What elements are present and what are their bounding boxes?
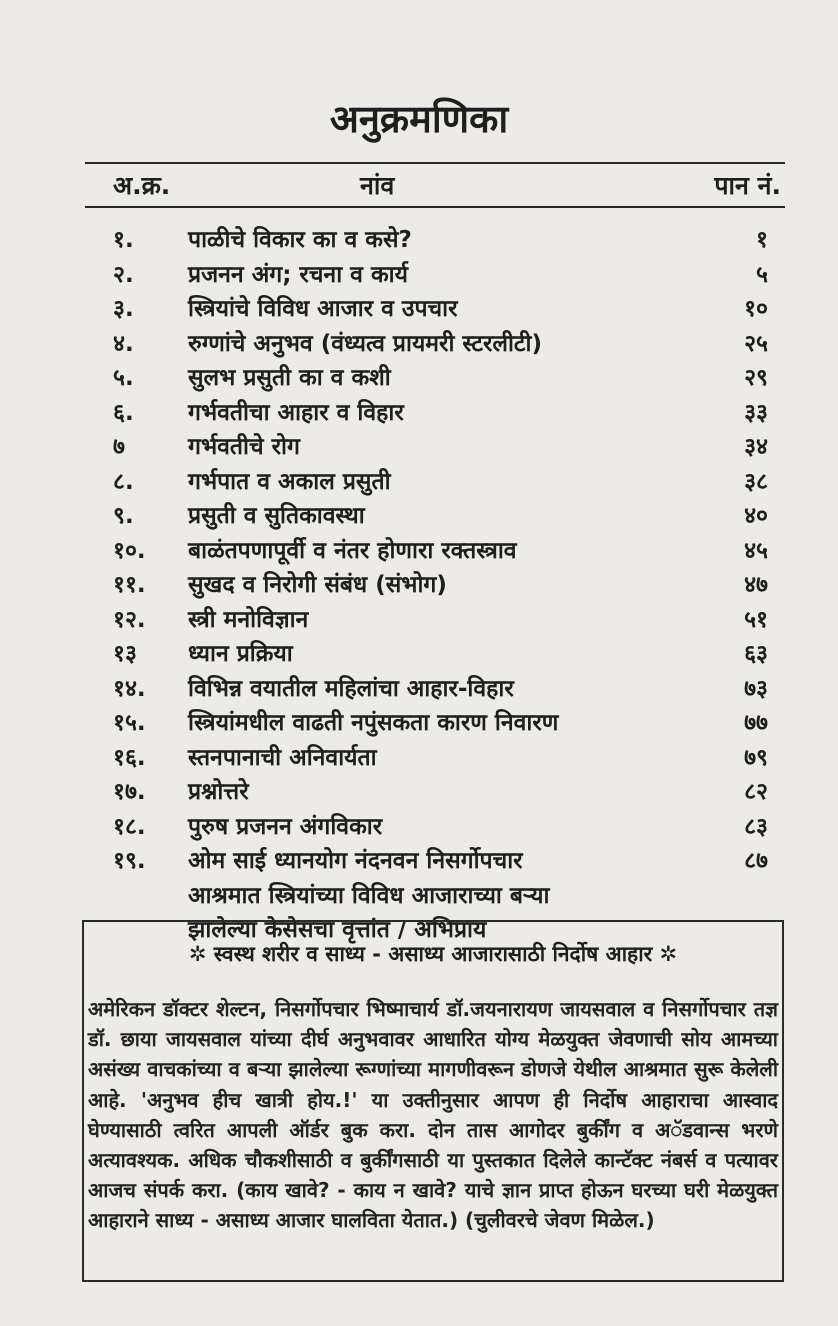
toc-page-number: ४० [744,503,768,529]
toc-page-number: २९ [744,365,768,391]
toc-row [0,632,838,667]
toc-page-number: २५ [744,330,768,357]
toc-row [0,563,838,598]
toc-serial-number: ७ [113,434,125,460]
toc-serial-number: २. [113,261,134,288]
toc-chapter-name: प्रसुती व सुतिकावस्था [188,503,365,529]
toc-serial-number: १७. [113,779,146,805]
toc-serial-number: ३. [113,296,134,322]
food-notice-box [82,920,784,1282]
toc-chapter-name: गर्भवतीचे रोग [188,434,300,460]
toc-chapter-name: स्त्रियांमधील वाढती नपुंसकता कारण निवारण [188,710,559,736]
table-of-contents [0,218,838,943]
toc-page-number: ३८ [744,468,768,495]
toc-serial-number: ६. [113,399,134,426]
toc-row [0,460,838,495]
toc-chapter-name: प्रजनन अंग; रचना व कार्य [188,261,408,288]
toc-serial-number: १०. [113,537,146,564]
toc-page-number: १० [744,296,768,322]
toc-serial-number: १६. [113,744,146,771]
toc-serial-number: १९. [113,848,146,874]
toc-page-number: ६३ [744,641,768,667]
toc-continuation-text: आश्रमात स्त्रियांच्या विविध आजाराच्या बऱ्या [188,882,550,909]
header-chapter-name: नांव [360,171,395,200]
toc-serial-number: १८. [113,813,146,840]
toc-page-number: ७९ [744,744,768,771]
toc-page-number: ४५ [744,537,768,564]
toc-page-number: ४७ [744,572,768,598]
toc-row [0,391,838,426]
toc-chapter-name: स्तनपानाची अनिवार्यता [188,744,377,771]
toc-chapter-name: स्त्रियांचे विविध आजार व उपचार [188,296,458,322]
table-header [85,168,785,202]
toc-chapter-name: पुरुष प्रजनन अंगविकार [188,813,383,840]
header-page-number: पान नं. [714,171,781,200]
toc-row [0,425,838,460]
toc-row [0,701,838,736]
toc-page-number: ३४ [744,434,768,460]
toc-chapter-name: रुग्णांचे अनुभव (वंध्यत्व प्रायमरी स्टरलीटी) [188,330,542,357]
table-top-rule [85,162,785,164]
toc-page-number: ८२ [744,779,768,805]
toc-serial-number: १५. [113,710,146,736]
toc-serial-number: १४. [113,675,146,702]
toc-continuation-text: झालेल्या केसेसचा वृत्तांत / अभिप्राय [188,917,487,943]
toc-chapter-name: ओम साई ध्यानयोग नंदनवन निसर्गोपचार [188,848,523,874]
toc-serial-number: १३ [113,641,137,667]
toc-page-number: ७७ [744,710,768,736]
header-serial-number: अ.क्र. [113,171,171,200]
table-header-rule [85,206,785,208]
toc-row [0,770,838,805]
toc-serial-number: ९. [113,503,134,529]
toc-chapter-name: पाळीचे विकार का व कसे? [188,227,412,253]
toc-chapter-name: स्त्री मनोविज्ञान [188,606,309,633]
toc-row [0,667,838,702]
toc-row [0,598,838,633]
toc-chapter-name: बाळंतपणापूर्वी व नंतर होणारा रक्तस्त्राव [188,537,517,564]
page-title: अनुक्रमणिका [329,97,509,141]
toc-row [0,322,838,357]
toc-serial-number: ४. [113,330,134,357]
toc-chapter-name: गर्भवतीचा आहार व विहार [188,399,404,426]
toc-serial-number: ८. [113,468,134,495]
toc-page-number: ८३ [744,813,768,840]
toc-chapter-name: प्रश्नोत्तरे [188,779,249,805]
toc-row [0,218,838,253]
toc-page-number: ७३ [744,675,768,702]
toc-row [0,494,838,529]
toc-page-number: १ [756,227,768,253]
toc-chapter-name: सुखद व निरोगी संबंध (संभोग) [188,572,447,598]
toc-page-number: ५ [756,261,768,288]
toc-row [0,356,838,391]
toc-row [0,287,838,322]
toc-chapter-name: सुलभ प्रसुती का व कशी [188,365,391,391]
toc-row [0,839,838,874]
toc-chapter-name: विभिन्न वयातील महिलांचा आहार-विहार [188,675,514,702]
toc-row [0,529,838,564]
toc-page-number: ३३ [744,399,768,426]
toc-row [0,253,838,288]
toc-page-number: ५१ [744,606,768,633]
toc-page-number: ८७ [744,848,768,874]
toc-row [0,736,838,771]
toc-serial-number: १. [113,227,134,253]
notice-heading: ✲ स्वस्थ शरीर व साध्य - असाध्य आजारासाठी निर्दोष आहार ✲ [188,942,678,966]
toc-serial-number: ५. [113,365,134,391]
toc-row [0,805,838,840]
toc-serial-number: १२. [113,606,146,633]
toc-chapter-name: गर्भपात व अकाल प्रसुती [188,468,391,495]
notice-body: अमेरिकन डॉक्टर शेल्टन, निसर्गोपचार भिष्माचार्य डॉ.जयनारायण जायसवाल व निसर्गोपचार तज्ञ डॉ. छाया जायसवाल यांच्या दीर्घ अनुभवावर आधारित योग्य मेळयुक्त जेवणाची सोय आमच्या असंख्य वाचकांच्या व बऱ्या झालेल्या रूग्णांच्या मागणीवरून डोणजे येथील आश्रमात सुरू केलेली आहे. 'अनुभव हीच खात्री होय.!' या उक्तीनुसार आपण ही निर्दोष आहाराचा आस्वाद घेण्यासाठी त्वरित आपली ऑर्डर बुक करा. दोन तास आगोदर बुर्कींग व अॅडवान्स भरणे अत्यावश्यक. अधिक चौकशीसाठी व बुर्कींगसाठी या पुस्तकात दिलेले कान्टॅक्ट नंबर्स व पत्यावर आजच संपर्क करा. (काय खावे? - काय न खावे? याचे ज्ञान प्राप्त होऊन घरच्या घरी मेळयुक्त आहाराने साध्य - असाध्य आजार घालविता येतात.) (चुलीवरचे जेवण मिळेल.) [88,997,778,1233]
toc-continuation-row [0,874,838,909]
toc-serial-number: ११. [113,572,146,598]
toc-chapter-name: ध्यान प्रक्रिया [188,641,293,667]
